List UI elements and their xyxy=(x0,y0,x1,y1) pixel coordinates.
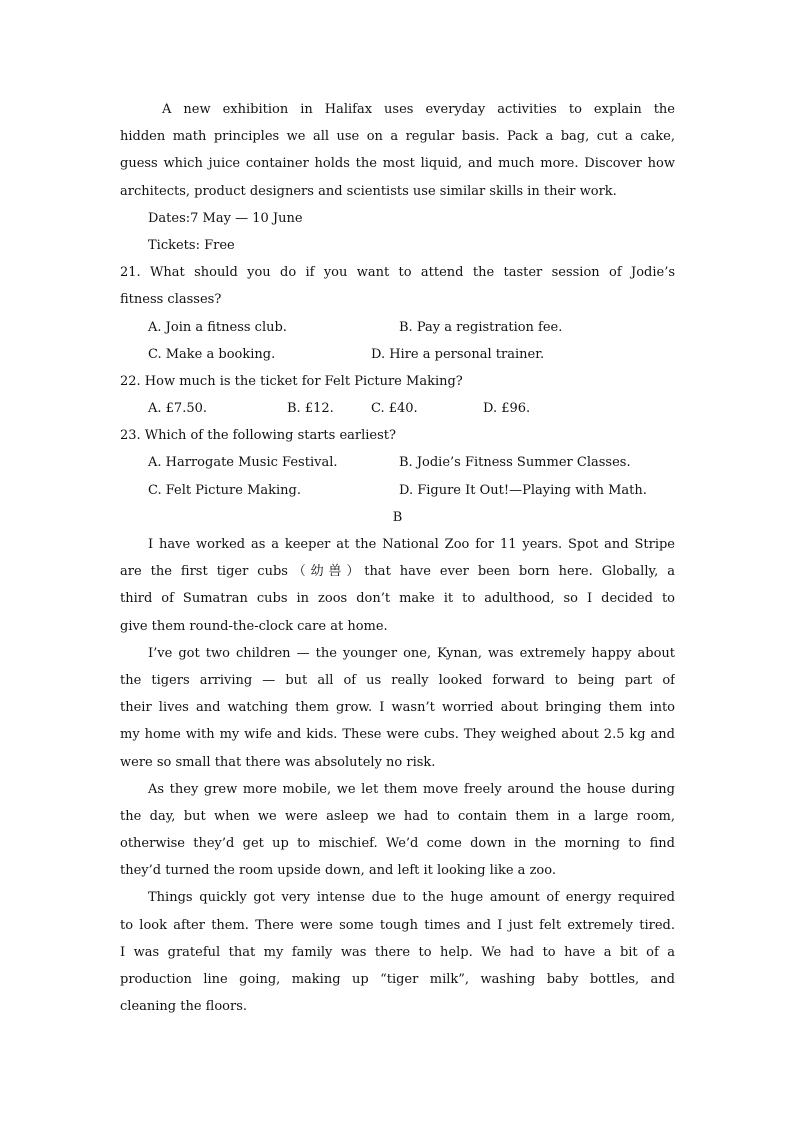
question-21-stem: 21. What should you do if you want to attend the taster session of Jodie’s xyxy=(120,265,675,281)
question-21-stem: fitness classes? xyxy=(120,292,222,308)
passage-a-line: guess which juice container holds the most liquid, and much more. Discover how xyxy=(120,156,675,172)
paragraph-line: give them round-the-clock care at home. xyxy=(120,618,388,634)
exhibition-dates: Dates:7 May — 10 June xyxy=(148,210,303,226)
paragraph-line: were so small that there was absolutely no risk. xyxy=(120,754,436,770)
question-21-options-row xyxy=(120,341,675,368)
option-b[interactable]: B. Pay a registration fee. xyxy=(399,319,563,335)
option-a[interactable]: A. Harrogate Music Festival. xyxy=(148,455,338,471)
paragraph-line: As they grew more mobile, we let them move freely around the house during xyxy=(148,781,675,797)
question-23-options-row xyxy=(120,477,675,504)
option-a[interactable]: A. £7.50. xyxy=(148,401,208,417)
paragraph-line: I’ve got two children — the younger one, Kynan, was extremely happy about xyxy=(148,645,675,661)
passage-a-line: hidden math principles we all use on a regular basis. Pack a bag, cut a cake, xyxy=(120,129,675,145)
option-c[interactable]: C. Felt Picture Making. xyxy=(148,482,302,498)
option-d[interactable]: D. £96. xyxy=(483,401,531,417)
exhibition-tickets: Tickets: Free xyxy=(148,237,235,253)
paragraph-line: are the first tiger cubs（幼兽）that have ever been born here. Globally, a xyxy=(120,564,675,580)
passage-a-line: architects, product designers and scientists use similar skills in their work. xyxy=(120,183,617,199)
question-22-stem: 22. How much is the ticket for Felt Picture Making? xyxy=(120,373,463,389)
option-d[interactable]: D. Figure It Out!—Playing with Math. xyxy=(399,482,647,498)
paragraph-line: otherwise they’d get up to mischief. We’d come down in the morning to find xyxy=(120,836,675,852)
section-heading: B xyxy=(392,509,403,525)
paragraph-line: to look after them. There were some tough times and I just felt extremely tired. xyxy=(120,917,675,933)
option-d[interactable]: D. Hire a personal trainer. xyxy=(371,346,545,362)
question-22-options-row xyxy=(120,395,675,422)
paragraph-line: my home with my wife and kids. These were cubs. They weighed about 2.5 kg and xyxy=(120,727,675,743)
paragraph-line: cleaning the floors. xyxy=(120,999,248,1015)
question-23-options-row xyxy=(120,449,675,476)
question-21-options-row xyxy=(120,314,675,341)
option-c[interactable]: C. Make a booking. xyxy=(148,346,276,362)
paragraph-line: I was grateful that my family was there to help. We had to have a bit of a xyxy=(120,944,675,960)
paragraph-line: the tigers arriving — but all of us really looked forward to being part of xyxy=(120,672,675,688)
document-page xyxy=(120,96,675,1020)
paragraph-line: I have worked as a keeper at the National Zoo for 11 years. Spot and Stripe xyxy=(148,537,675,552)
paragraph-line: third of Sumatran cubs in zoos don’t make it to adulthood, so I decided to xyxy=(120,591,675,607)
paragraph-line: production line going, making up “tiger milk”, washing baby bottles, and xyxy=(120,972,675,987)
paragraph-line: Things quickly got very intense due to the huge amount of energy required xyxy=(148,890,675,906)
option-b[interactable]: B. Jodie’s Fitness Summer Classes. xyxy=(399,455,631,471)
paragraph-line: their lives and watching them grow. I wasn’t worried about bringing them into xyxy=(120,700,675,716)
option-c[interactable]: C. £40. xyxy=(371,401,418,417)
question-23-stem: 23. Which of the following starts earliest? xyxy=(120,428,396,444)
paragraph-line: the day, but when we were asleep we had to contain them in a large room, xyxy=(120,808,675,824)
passage-a-line: A new exhibition in Halifax uses everyday activities to explain the xyxy=(162,102,675,117)
paragraph-line: they’d turned the room upside down, and left it looking like a zoo. xyxy=(120,863,556,879)
option-b[interactable]: B. £12. xyxy=(287,401,334,417)
option-a[interactable]: A. Join a fitness club. xyxy=(148,319,287,335)
